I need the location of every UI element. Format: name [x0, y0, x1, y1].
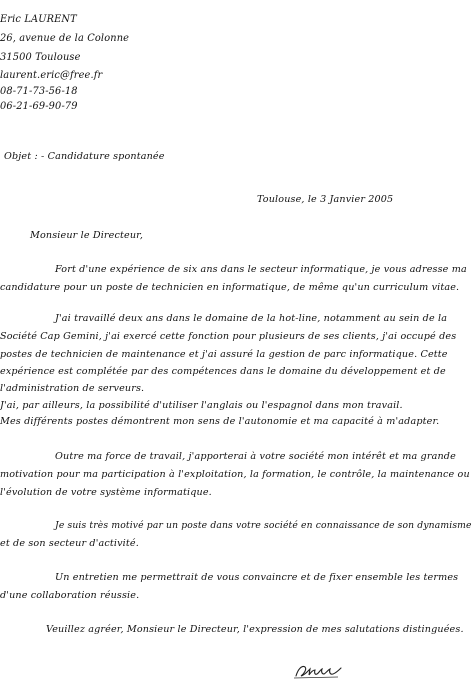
place-date: Toulouse, le 3 Janvier 2005: [257, 194, 394, 205]
body-line: expérience est complétée par des compétences dans le domaine du développement et de: [0, 366, 446, 377]
body-line: J'ai travaillé deux ans dans le domaine de la hot-line, notamment au sein de la: [55, 313, 448, 324]
body-line: d'une collaboration réussie.: [0, 590, 140, 601]
body-line: postes de technicien de maintenance et j'ai assuré la gestion de parc informatique. Cette: [0, 349, 448, 360]
body-line: Un entretien me permettrait de vous convaincre et de fixer ensemble les termes: [55, 572, 459, 583]
body-line: l'administration de serveurs.: [0, 383, 145, 394]
sender-phone-2: 06-21-69-90-79: [0, 101, 78, 112]
body-line: Outre ma force de travail, j'apporterai à votre société mon intérêt et ma grande: [55, 451, 456, 462]
body-line: motivation pour ma participation à l'exploitation, la formation, le contrôle, la maintenance ou: [0, 469, 470, 480]
body-line: Je suis très motivé par un poste dans votre société en connaissance de son dynamisme: [55, 520, 472, 531]
body-line: J'ai, par ailleurs, la possibilité d'utiliser l'anglais ou l'espagnol dans mon travail.: [0, 400, 403, 411]
handwritten-signature: [292, 660, 344, 680]
sender-phone-1: 08-71-73-56-18: [0, 86, 78, 97]
body-line: et de son secteur d'activité.: [0, 538, 139, 549]
subject-line: Objet : - Candidature spontanée: [4, 151, 165, 162]
body-line: Mes différents postes démontrent mon sens de l'autonomie et ma capacité à m'adapter.: [0, 416, 440, 427]
body-line: Fort d'une expérience de six ans dans le secteur informatique, je vous adresse ma: [55, 264, 467, 275]
body-line: l'évolution de votre système informatique.: [0, 487, 212, 498]
sender-email: laurent.eric@free.fr: [0, 70, 103, 81]
closing-line: Veuillez agréer, Monsieur le Directeur, l'expression de mes salutations distinguées.: [46, 624, 464, 635]
sender-name: Eric LAURENT: [0, 14, 77, 25]
sender-street: 26, avenue de la Colonne: [0, 33, 130, 44]
salutation: Monsieur le Directeur,: [30, 230, 144, 241]
body-line: candidature pour un poste de technicien en informatique, de même qu'un curriculum vitae.: [0, 282, 460, 293]
sender-city: 31500 Toulouse: [0, 52, 81, 63]
body-line: Société Cap Gemini, j'ai exercé cette fonction pour plusieurs de ses clients, j'ai occupé des: [0, 331, 457, 342]
